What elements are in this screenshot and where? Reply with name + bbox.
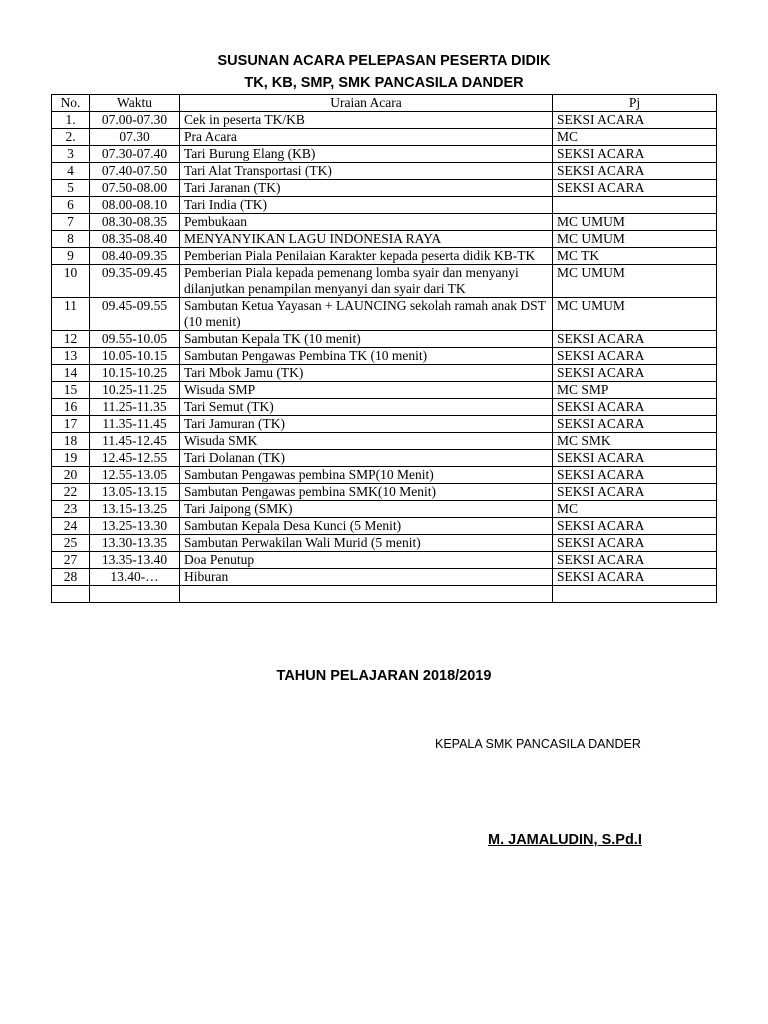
cell-waktu: 13.35-13.40 — [90, 552, 180, 569]
cell-pj: MC UMUM — [553, 298, 717, 331]
cell-uraian: Sambutan Pengawas pembina SMP(10 Menit) — [180, 467, 553, 484]
table-row — [52, 433, 717, 450]
cell-waktu: 13.40-… — [90, 569, 180, 586]
table-row — [52, 129, 717, 146]
cell-waktu: 12.55-13.05 — [90, 467, 180, 484]
cell-pj: MC UMUM — [553, 214, 717, 231]
schedule-table — [51, 94, 717, 603]
cell-no: 18 — [52, 433, 90, 450]
cell-pj: SEKSI ACARA — [553, 569, 717, 586]
cell-uraian: Pemberian Piala Penilaian Karakter kepada peserta didik KB-TK — [180, 248, 553, 265]
document-subtitle: TK, KB, SMP, SMK PANCASILA DANDER — [244, 75, 524, 91]
cell-waktu: 09.35-09.45 — [90, 265, 180, 298]
cell-waktu: 07.30 — [90, 129, 180, 146]
cell-uraian: Tari Jamuran (TK) — [180, 416, 553, 433]
cell-pj: MC UMUM — [553, 231, 717, 248]
col-header-uraian: Uraian Acara — [180, 95, 553, 112]
cell-waktu: 09.55-10.05 — [90, 331, 180, 348]
cell-waktu: 07.00-07.30 — [90, 112, 180, 129]
table-row — [52, 365, 717, 382]
cell-uraian: Wisuda SMP — [180, 382, 553, 399]
table-row — [52, 467, 717, 484]
table-row — [52, 265, 717, 298]
cell-pj: SEKSI ACARA — [553, 416, 717, 433]
cell-uraian: Sambutan Pengawas pembina SMK(10 Menit) — [180, 484, 553, 501]
cell-no: 2. — [52, 129, 90, 146]
cell-pj: SEKSI ACARA — [553, 163, 717, 180]
cell-no: 19 — [52, 450, 90, 467]
table-row — [52, 450, 717, 467]
schedule-body — [52, 112, 717, 603]
cell-uraian: Doa Penutup — [180, 552, 553, 569]
cell-no: 9 — [52, 248, 90, 265]
cell-waktu: 10.25-11.25 — [90, 382, 180, 399]
cell-no: 15 — [52, 382, 90, 399]
cell-pj: SEKSI ACARA — [553, 399, 717, 416]
table-row — [52, 112, 717, 129]
cell-uraian: Pembukaan — [180, 214, 553, 231]
cell-no: 16 — [52, 399, 90, 416]
table-row — [52, 331, 717, 348]
cell-pj: SEKSI ACARA — [553, 467, 717, 484]
cell-waktu: 07.30-07.40 — [90, 146, 180, 163]
table-row — [52, 569, 717, 586]
cell-no: 10 — [52, 265, 90, 298]
cell-uraian: Hiburan — [180, 569, 553, 586]
cell-pj: MC UMUM — [553, 265, 717, 298]
cell-empty — [180, 586, 553, 603]
table-row — [52, 298, 717, 331]
col-header-no: No. — [52, 95, 90, 112]
cell-pj — [553, 197, 717, 214]
table-row-empty — [52, 586, 717, 603]
cell-waktu: 08.30-08.35 — [90, 214, 180, 231]
signatory-title: KEPALA SMK PANCASILA DANDER — [435, 737, 641, 751]
cell-no: 17 — [52, 416, 90, 433]
academic-year: TAHUN PELAJARAN 2018/2019 — [276, 668, 492, 684]
cell-uraian: Pra Acara — [180, 129, 553, 146]
cell-uraian: Tari Jaipong (SMK) — [180, 501, 553, 518]
table-row — [52, 535, 717, 552]
table-row — [52, 501, 717, 518]
cell-no: 23 — [52, 501, 90, 518]
table-row — [52, 348, 717, 365]
cell-empty — [553, 586, 717, 603]
cell-pj: SEKSI ACARA — [553, 535, 717, 552]
cell-no: 6 — [52, 197, 90, 214]
cell-uraian: Tari Alat Transportasi (TK) — [180, 163, 553, 180]
cell-no: 12 — [52, 331, 90, 348]
cell-uraian: Sambutan Kepala Desa Kunci (5 Menit) — [180, 518, 553, 535]
cell-uraian: Cek in peserta TK/KB — [180, 112, 553, 129]
signatory-name: M. JAMALUDIN, S.Pd.I — [488, 832, 642, 848]
cell-waktu: 10.05-10.15 — [90, 348, 180, 365]
document-title: SUSUNAN ACARA PELEPASAN PESERTA DIDIK — [217, 53, 551, 69]
cell-uraian: Sambutan Pengawas Pembina TK (10 menit) — [180, 348, 553, 365]
cell-waktu: 10.15-10.25 — [90, 365, 180, 382]
cell-waktu: 08.00-08.10 — [90, 197, 180, 214]
table-header-row — [52, 95, 717, 112]
cell-pj: SEKSI ACARA — [553, 180, 717, 197]
cell-pj: SEKSI ACARA — [553, 450, 717, 467]
table-row — [52, 214, 717, 231]
cell-no: 11 — [52, 298, 90, 331]
table-row — [52, 552, 717, 569]
cell-waktu: 07.50-08.00 — [90, 180, 180, 197]
cell-no: 22 — [52, 484, 90, 501]
table-row — [52, 197, 717, 214]
cell-pj: MC TK — [553, 248, 717, 265]
cell-no: 13 — [52, 348, 90, 365]
cell-uraian: Tari Semut (TK) — [180, 399, 553, 416]
cell-no: 14 — [52, 365, 90, 382]
cell-pj: SEKSI ACARA — [553, 518, 717, 535]
cell-uraian: Sambutan Perwakilan Wali Murid (5 menit) — [180, 535, 553, 552]
col-header-pj: Pj — [553, 95, 717, 112]
cell-no: 20 — [52, 467, 90, 484]
cell-no: 25 — [52, 535, 90, 552]
cell-waktu: 11.35-11.45 — [90, 416, 180, 433]
cell-waktu: 11.25-11.35 — [90, 399, 180, 416]
table-row — [52, 163, 717, 180]
cell-pj: SEKSI ACARA — [553, 484, 717, 501]
cell-pj: MC SMK — [553, 433, 717, 450]
cell-waktu: 13.30-13.35 — [90, 535, 180, 552]
cell-no: 24 — [52, 518, 90, 535]
table-row — [52, 146, 717, 163]
table-row — [52, 399, 717, 416]
table-row — [52, 180, 717, 197]
cell-uraian: Wisuda SMK — [180, 433, 553, 450]
table-row — [52, 382, 717, 399]
cell-waktu: 07.40-07.50 — [90, 163, 180, 180]
cell-no: 27 — [52, 552, 90, 569]
cell-pj: SEKSI ACARA — [553, 552, 717, 569]
cell-no: 5 — [52, 180, 90, 197]
table-row — [52, 484, 717, 501]
cell-uraian: Tari India (TK) — [180, 197, 553, 214]
cell-waktu: 12.45-12.55 — [90, 450, 180, 467]
cell-no: 7 — [52, 214, 90, 231]
table-row — [52, 231, 717, 248]
cell-uraian: Tari Mbok Jamu (TK) — [180, 365, 553, 382]
cell-pj: MC — [553, 129, 717, 146]
cell-uraian: Tari Jaranan (TK) — [180, 180, 553, 197]
cell-no: 4 — [52, 163, 90, 180]
cell-waktu: 08.40-09.35 — [90, 248, 180, 265]
table-row — [52, 416, 717, 433]
cell-pj: SEKSI ACARA — [553, 365, 717, 382]
cell-no: 1. — [52, 112, 90, 129]
cell-waktu: 13.15-13.25 — [90, 501, 180, 518]
cell-uraian: MENYANYIKAN LAGU INDONESIA RAYA — [180, 231, 553, 248]
cell-pj: MC SMP — [553, 382, 717, 399]
table-row — [52, 518, 717, 535]
cell-no: 8 — [52, 231, 90, 248]
cell-pj: MC — [553, 501, 717, 518]
cell-waktu: 11.45-12.45 — [90, 433, 180, 450]
cell-pj: SEKSI ACARA — [553, 331, 717, 348]
cell-uraian: Pemberian Piala kepada pemenang lomba syair dan menyanyi dilanjutkan penampilan menyanyi dan syair dari TK — [180, 265, 553, 298]
cell-uraian: Sambutan Kepala TK (10 menit) — [180, 331, 553, 348]
cell-waktu: 13.05-13.15 — [90, 484, 180, 501]
cell-pj: SEKSI ACARA — [553, 146, 717, 163]
cell-empty — [90, 586, 180, 603]
cell-waktu: 09.45-09.55 — [90, 298, 180, 331]
col-header-waktu: Waktu — [90, 95, 180, 112]
cell-waktu: 13.25-13.30 — [90, 518, 180, 535]
cell-empty — [52, 586, 90, 603]
cell-uraian: Tari Dolanan (TK) — [180, 450, 553, 467]
table-row — [52, 248, 717, 265]
cell-waktu: 08.35-08.40 — [90, 231, 180, 248]
cell-pj: SEKSI ACARA — [553, 112, 717, 129]
cell-no: 3 — [52, 146, 90, 163]
cell-uraian: Sambutan Ketua Yayasan + LAUNCING sekolah ramah anak DST (10 menit) — [180, 298, 553, 331]
cell-pj: SEKSI ACARA — [553, 348, 717, 365]
cell-no: 28 — [52, 569, 90, 586]
cell-uraian: Tari Burung Elang (KB) — [180, 146, 553, 163]
